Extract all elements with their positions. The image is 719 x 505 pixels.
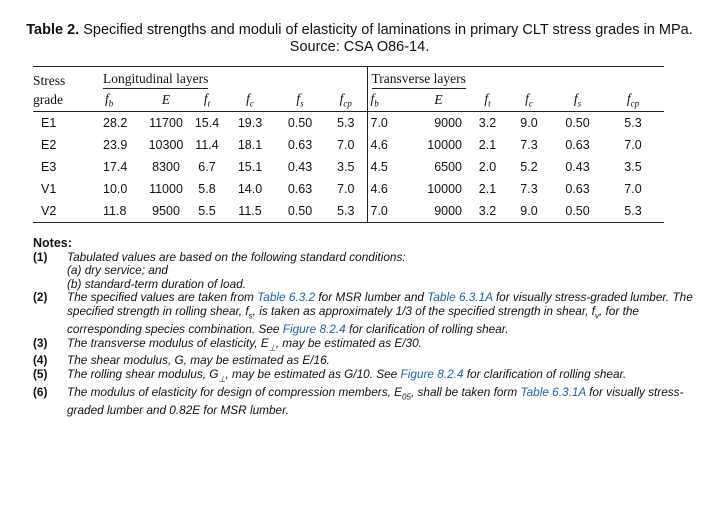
long-value: 8300: [152, 160, 180, 174]
table-row: [33, 112, 664, 135]
long-value: 6.7: [198, 160, 216, 174]
row-grade: E1: [41, 116, 57, 130]
long-value: 17.4: [103, 160, 128, 174]
trans-value: 0.43: [565, 160, 590, 174]
row-grade: E3: [41, 160, 57, 174]
table-row: [33, 200, 664, 223]
cross-reference-link[interactable]: Figure 8.2.4: [282, 321, 346, 336]
note-item: [33, 337, 693, 355]
long-value: 0.63: [287, 182, 313, 196]
trans-value: 9000: [407, 200, 470, 223]
row-grade: E2: [41, 138, 57, 152]
trans-value: 0.63: [565, 138, 590, 152]
long-value: 0.63: [287, 138, 313, 152]
note-number: (2): [33, 290, 48, 305]
long-value: 5.3: [325, 200, 367, 223]
note-text: Tabulated values are based on the following standard conditions:: [67, 249, 406, 264]
table-caption: [0, 22, 719, 56]
trans-value: 10000: [427, 138, 462, 152]
note-number: (1): [33, 249, 48, 264]
trans-col-header-fs: $f_s$: [553, 89, 602, 112]
trans-value: 3.2: [470, 200, 505, 223]
long-value: 19.3: [237, 116, 263, 130]
caption-line-1: [0, 22, 719, 39]
long-value: 5.8: [198, 182, 216, 196]
transverse-layers-header: Transverse layers: [372, 71, 466, 89]
trans-col-header-fb: $f_b$: [367, 89, 407, 112]
trans-value: 10000: [427, 182, 462, 196]
long-value: 23.9: [103, 138, 128, 152]
clt-strength-table: [33, 66, 664, 223]
note-text: The transverse modulus of elasticity, $E_\perp$, may be estimated as E/30.: [67, 335, 422, 352]
trans-value: 0.63: [565, 182, 590, 196]
note-item: [33, 368, 693, 386]
row-grade: V1: [41, 182, 57, 196]
trans-col-header-fcp: $f_{cp}$: [602, 89, 664, 112]
trans-col-header-E: E: [407, 89, 470, 112]
cross-reference-link[interactable]: Table 6.3.2: [257, 290, 316, 305]
long-col-header-fb: $f_b$: [99, 89, 143, 112]
table-row: [33, 178, 664, 200]
long-value: 5.5: [189, 200, 225, 223]
caption-text: Specified strengths and moduli of elasticity of laminations in primary CLT stress grades in MPa.: [83, 22, 693, 38]
cross-reference-link[interactable]: Table 6.3.1A: [427, 290, 493, 305]
longitudinal-layers-header: Longitudinal layers: [103, 71, 208, 89]
note-item: [33, 251, 693, 265]
long-value: 10.0: [103, 182, 128, 196]
note-number: (4): [33, 353, 48, 368]
trans-value: 3.2: [478, 116, 497, 130]
caption-label: Table 2.: [26, 22, 80, 38]
long-value: 11700: [149, 116, 183, 130]
table-row: [33, 156, 664, 178]
trans-value: 9000: [434, 116, 462, 130]
trans-col-header-fc: $f_c$: [505, 89, 553, 112]
note-sub-item: (b) standard-term duration of load.: [67, 276, 247, 291]
long-value: 11.8: [99, 200, 143, 223]
note-number: (3): [33, 335, 48, 350]
note-number: (5): [33, 367, 48, 382]
long-value: 15.4: [194, 116, 220, 130]
long-value: 7.0: [337, 182, 355, 196]
trans-value: 5.3: [602, 200, 664, 223]
trans-value: 7.0: [624, 138, 642, 152]
notes-section: [33, 237, 693, 418]
trans-value: 2.1: [478, 138, 497, 152]
note-number: (6): [33, 385, 48, 400]
long-col-header-fcp: $f_{cp}$: [325, 89, 367, 112]
trans-value: 7.3: [520, 182, 538, 196]
long-value: 10300: [148, 138, 184, 152]
trans-value: 9.0: [520, 116, 538, 130]
trans-col-header-ft: $f_t$: [470, 89, 505, 112]
long-value: 28.2: [103, 116, 128, 130]
long-col-header-fc: $f_c$: [225, 89, 275, 112]
long-value: 18.1: [237, 138, 263, 152]
note-item: [33, 354, 693, 368]
note-item: [33, 386, 693, 418]
cross-reference-link[interactable]: Figure 8.2.4: [400, 367, 464, 382]
trans-value: 9.0: [505, 200, 553, 223]
long-value: 3.5: [337, 160, 355, 174]
row-grade: V2: [33, 200, 99, 223]
caption-source: Source: CSA O86-14.: [289, 39, 430, 55]
trans-value: 3.5: [624, 160, 642, 174]
trans-value: 4.6: [367, 134, 407, 156]
stress-grade-header-2: grade: [33, 89, 99, 112]
long-value: 5.3: [337, 116, 355, 130]
note-text: The modulus of elasticity for design of compression members, $E_{05}$, shall be taken form Table 6.3.1A for visually stress-graded lumber and 0.82E for MSR lumber.: [67, 385, 684, 417]
trans-value: 7.0: [367, 112, 407, 135]
trans-value: 4.6: [367, 178, 407, 200]
long-value: 11000: [149, 182, 183, 196]
note-text: The rolling shear modulus, $G_\perp$, may be estimated as G/10. See Figure 8.2.4 for clarification of rolling shear.: [67, 367, 627, 384]
table-row: [33, 134, 664, 156]
long-value: 7.0: [337, 138, 355, 152]
trans-value: 0.50: [565, 116, 590, 130]
long-col-header-fs: $f_s$: [275, 89, 325, 112]
note-item: [33, 291, 693, 336]
note-sub-item: (a) dry service; and: [67, 263, 168, 278]
long-value: 11.4: [195, 138, 219, 152]
long-value: 9500: [143, 200, 189, 223]
trans-value: 2.1: [478, 182, 497, 196]
note-text: The shear modulus, G, may be estimated as E/16.: [67, 353, 330, 368]
stress-grade-header-1: Stress: [33, 73, 66, 88]
trans-value: 5.3: [624, 116, 642, 130]
long-value: 14.0: [237, 182, 263, 196]
long-value: 0.50: [287, 116, 313, 130]
long-value: 11.5: [225, 200, 275, 223]
note-text: The specified values are taken from Table 6.3.2 for MSR lumber and Table 6.3.1A for visually stress-graded lumber. The specified strength in rolling shear, $f_s$, is taken as approximately 1/3 of the specified strength in shear, $f_v$, for the corresponding species combination. See Figure 8.2.4 for clarification of rolling shear.: [67, 290, 693, 336]
trans-value: 4.5: [367, 156, 407, 178]
long-col-header-E: E: [143, 89, 189, 112]
long-value: 0.50: [275, 200, 325, 223]
trans-value: 7.3: [520, 138, 538, 152]
trans-value: 5.2: [520, 160, 538, 174]
trans-value: 7.0: [367, 200, 407, 223]
trans-value: 6500: [434, 160, 462, 174]
long-col-header-ft: $f_t$: [189, 89, 225, 112]
trans-value: 2.0: [478, 160, 497, 174]
trans-value: 7.0: [624, 182, 642, 196]
long-value: 15.1: [237, 160, 263, 174]
cross-reference-link[interactable]: Table 6.3.1A: [520, 385, 586, 400]
trans-value: 0.50: [553, 200, 602, 223]
notes-title: Notes:: [33, 236, 72, 250]
long-value: 0.43: [287, 160, 313, 174]
